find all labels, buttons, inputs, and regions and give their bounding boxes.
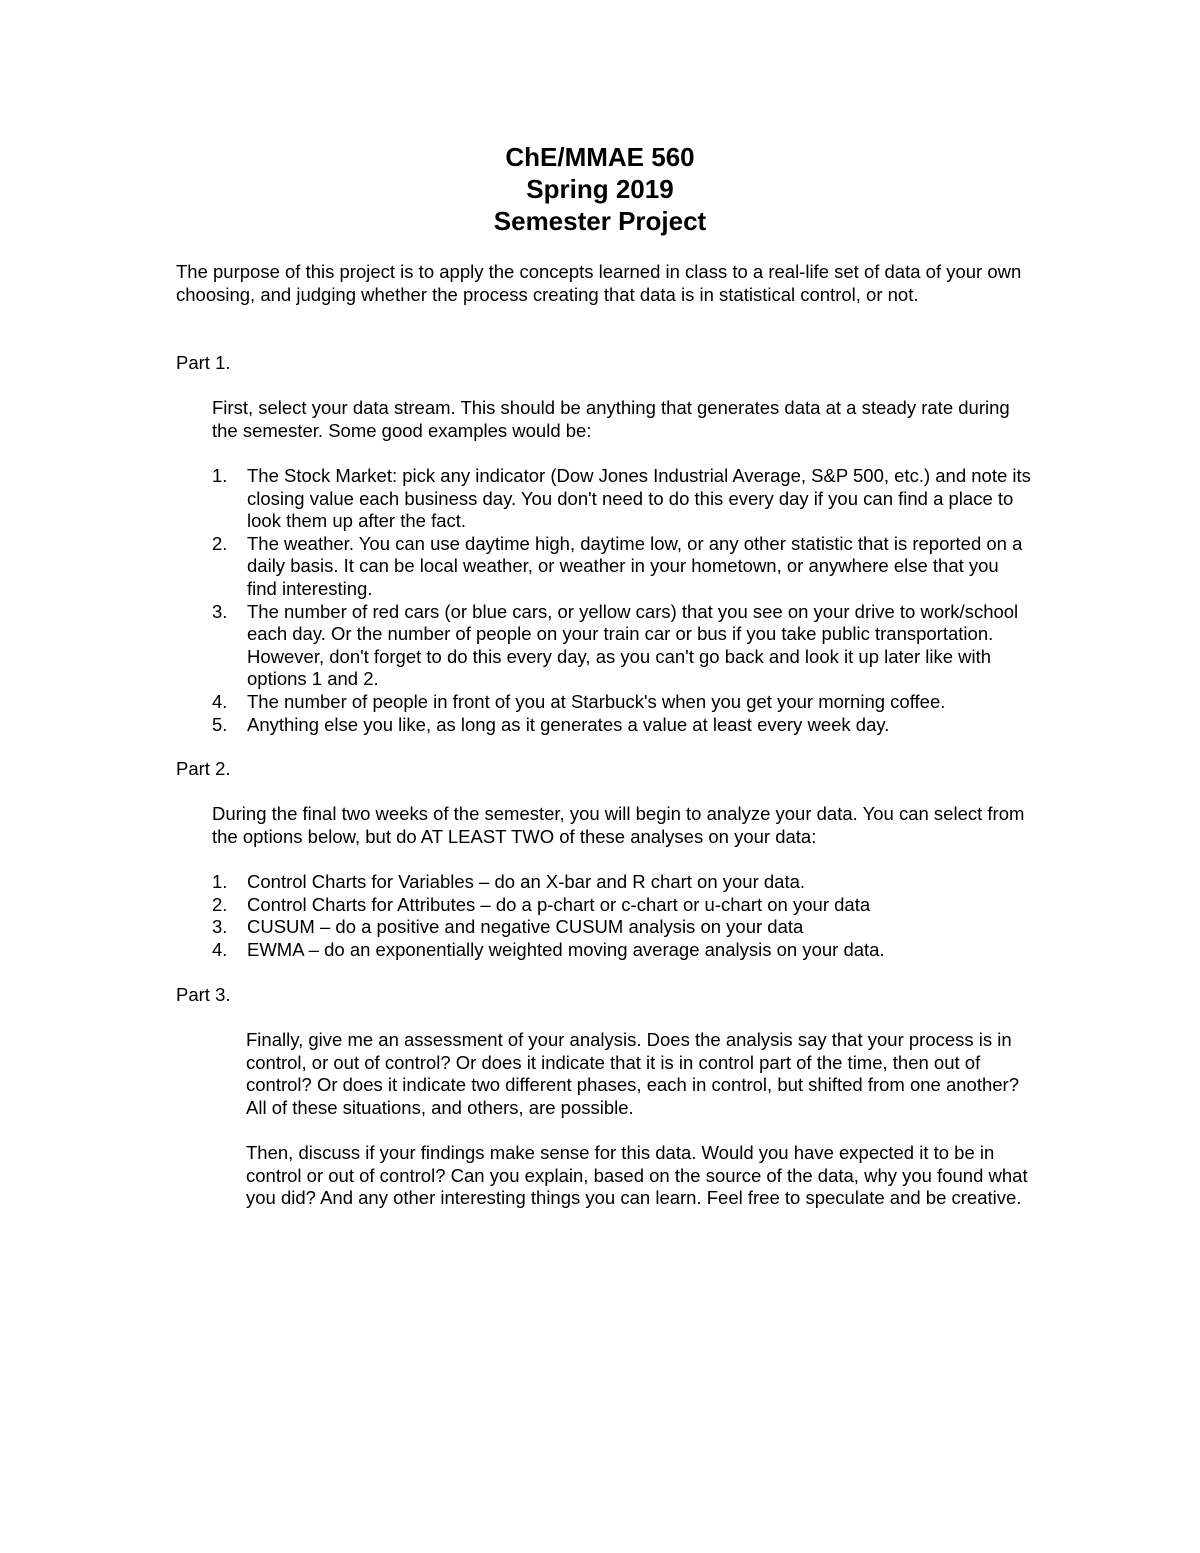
list-number: 3. bbox=[212, 916, 228, 938]
list-number: 2. bbox=[212, 893, 228, 915]
list-number: 4. bbox=[212, 938, 228, 960]
list-text: Control Charts for Variables – do an X-bar and R chart on your data. bbox=[247, 871, 806, 892]
project-title: Semester Project bbox=[493, 206, 707, 236]
list-item bbox=[212, 533, 1032, 601]
part3-paragraph-1: Finally, give me an assessment of your analysis. Does the analysis say that your process is in control, or out of control? Or does it indicate that it is in control part of the time, then out of control? Or does it indicate two different phases, each in control, but shifted from one another? All of these situations, and others, are possible. bbox=[246, 1029, 1019, 1118]
part2-list bbox=[212, 871, 1032, 961]
list-text: The number of red cars (or blue cars, or yellow cars) that you see on your drive to work/school each day. Or the number of people on your train car or bus if you take public transportation. However, don't forget to do this every day, as you can't go back and look it up later like with options 1 and 2. bbox=[247, 600, 1019, 690]
course-code: ChE/MMAE 560 bbox=[505, 142, 695, 172]
list-number: 5. bbox=[212, 713, 228, 735]
semester-label: Spring 2019 bbox=[526, 174, 674, 204]
list-number: 4. bbox=[212, 690, 228, 712]
part2-intro: During the final two weeks of the semester, you will begin to analyze your data. You can select from the options below, but do AT LEAST TWO of these analyses on your data: bbox=[212, 803, 1025, 847]
list-number: 1. bbox=[212, 871, 228, 892]
part1-heading: Part 1. bbox=[176, 352, 231, 373]
part3-heading: Part 3. bbox=[176, 984, 231, 1005]
list-number: 1. bbox=[212, 465, 228, 486]
list-number: 2. bbox=[212, 532, 228, 554]
list-text: The weather. You can use daytime high, daytime low, or any other statistic that is reported on a daily basis. It can be local weather, or weather in your hometown, or anywhere else that you find interesting. bbox=[247, 532, 1023, 599]
intro-paragraph: The purpose of this project is to apply the concepts learned in class to a real-life set of data of your own choosing, and judging whether the process creating that data is in statistical control, or not. bbox=[176, 261, 1022, 305]
list-number: 3. bbox=[212, 600, 228, 622]
list-text: The number of people in front of you at Starbuck's when you get your morning coffee. bbox=[247, 690, 946, 712]
part3-paragraph-2: Then, discuss if your findings make sense for this data. Would you have expected it to be in control or out of control? Can you explain, based on the source of the data, why you found what you did? And any other interesting things you can learn. Feel free to speculate and be creative. bbox=[246, 1142, 1028, 1209]
part1-intro: First, select your data stream. This should be anything that generates data at a steady rate during the semester. Some good examples would be: bbox=[212, 397, 1010, 441]
list-item bbox=[212, 939, 1032, 962]
list-item bbox=[212, 916, 1032, 939]
list-text: CUSUM – do a positive and negative CUSUM analysis on your data bbox=[247, 916, 804, 938]
list-item bbox=[212, 894, 1032, 917]
document-title bbox=[0, 141, 1200, 237]
list-item bbox=[212, 871, 1032, 894]
list-item bbox=[212, 601, 1032, 691]
list-text: EWMA – do an exponentially weighted moving average analysis on your data. bbox=[247, 938, 885, 960]
list-text: Anything else you like, as long as it generates a value at least every week day. bbox=[247, 713, 890, 735]
list-item bbox=[212, 691, 1032, 714]
part2-heading: Part 2. bbox=[176, 758, 231, 779]
list-text: Control Charts for Attributes – do a p-chart or c-chart or u-chart on your data bbox=[247, 893, 871, 915]
list-text: The Stock Market: pick any indicator (Dow Jones Industrial Average, S&P 500, etc.) and note its closing value each business day. You don't need to do this every day if you can find a place to look them up after the fact. bbox=[247, 465, 1031, 532]
list-item bbox=[212, 714, 1032, 737]
list-item bbox=[212, 465, 1032, 533]
part1-list bbox=[212, 465, 1032, 736]
